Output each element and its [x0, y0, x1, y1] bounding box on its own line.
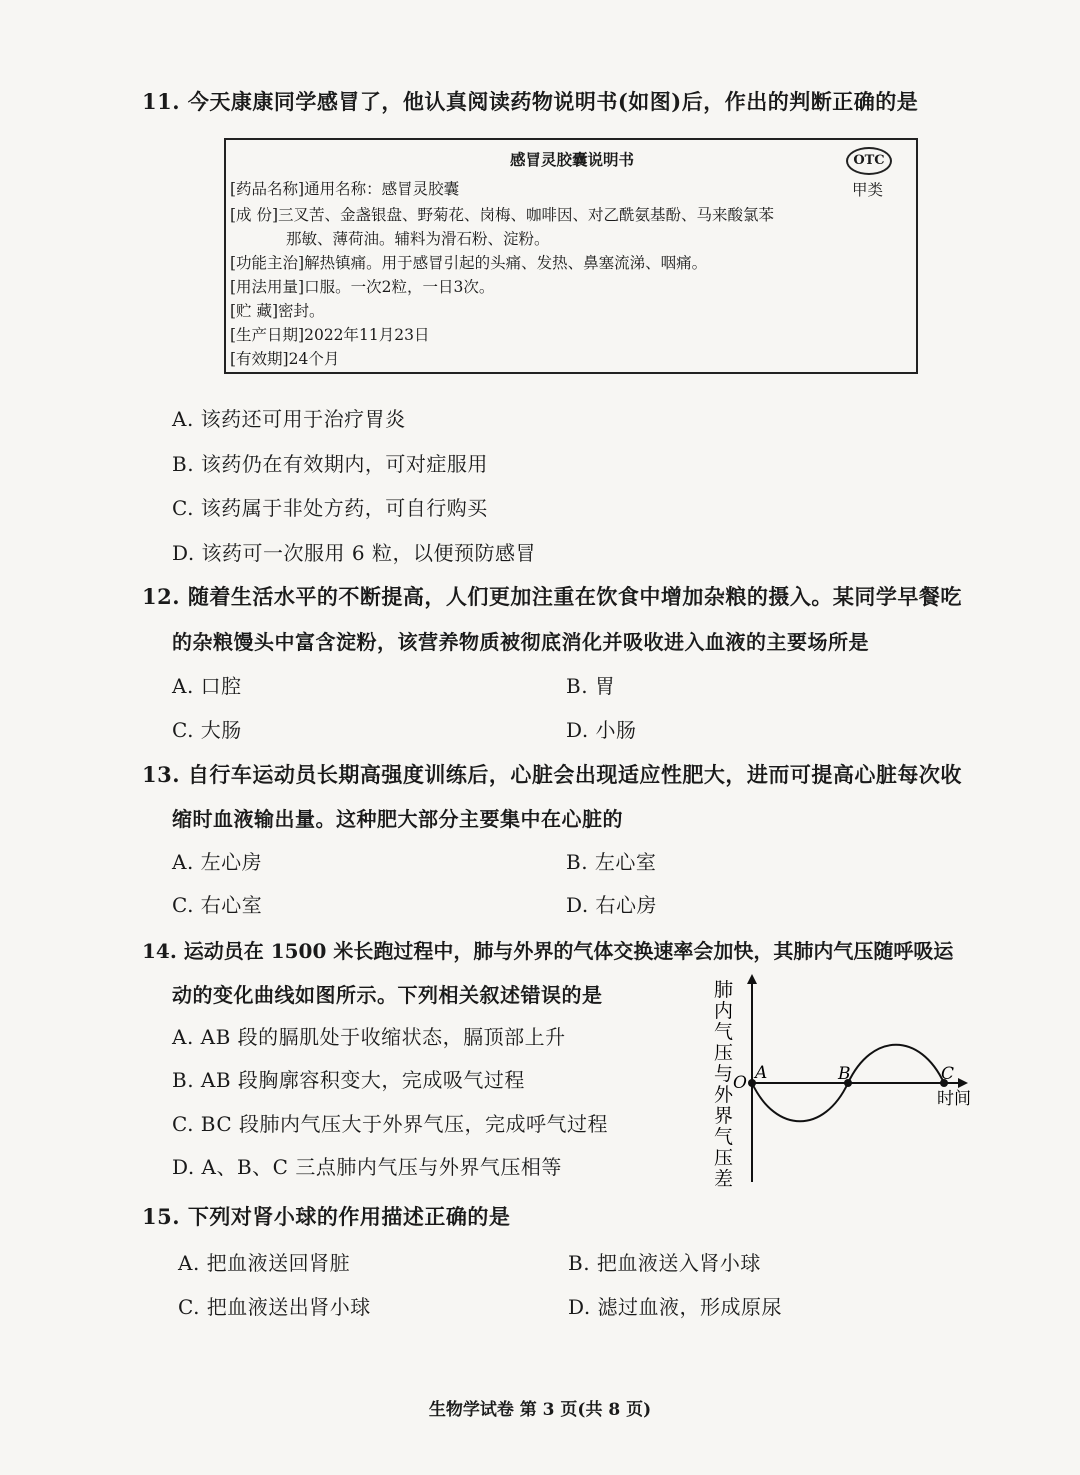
point-b-label: B [838, 1064, 851, 1084]
y-axis-char: 与 [714, 1063, 734, 1085]
q12-option-b: B. 胃 [566, 674, 616, 698]
y-axis-char: 气 [714, 1126, 734, 1148]
leaflet-storage: [贮 藏]密封。 [230, 302, 325, 320]
y-axis-char: 差 [714, 1168, 734, 1190]
q13-option-c: C. 右心室 [172, 893, 263, 917]
y-axis-label [714, 979, 734, 1190]
q12-option-a: A. 口腔 [172, 674, 242, 698]
q14-stem-line-2: 动的变化曲线如图所示。下列相关叙述错误的是 [172, 983, 603, 1007]
y-axis-arrow [747, 974, 757, 984]
q15-option-b: B. 把血液送入肾小球 [568, 1251, 761, 1275]
y-axis-char: 肺 [714, 979, 734, 1001]
q15-option-a: A. 把血液送回肾脏 [178, 1251, 351, 1275]
q15-stem: 15. 下列对肾小球的作用描述正确的是 [142, 1204, 511, 1229]
q13-stem-line-1: 13. 自行车运动员长期高强度训练后，心脏会出现适应性肥大，进而可提高心脏每次收 [142, 762, 962, 787]
q11-option-a: A. 该药还可用于治疗胃炎 [172, 407, 406, 431]
point-a-label: A [755, 1063, 768, 1083]
leaflet-date: [生产日期]2022年11月23日 [230, 326, 430, 344]
medicine-leaflet [224, 138, 918, 374]
pressure-curve-graph [700, 972, 990, 1192]
y-axis-char: 压 [714, 1147, 734, 1169]
leaflet-usage: [用法用量]口服。一次2粒，一日3次。 [230, 278, 495, 296]
leaflet-name: [药品名称]通用名称：感冒灵胶囊 [230, 180, 460, 198]
leaflet-indication: [功能主治]解热镇痛。用于感冒引起的头痛、发热、鼻塞流涕、咽痛。 [230, 254, 708, 272]
q13-option-d: D. 右心房 [566, 893, 658, 917]
leaflet-category: 甲类 [852, 181, 884, 199]
q12-option-c: C. 大肠 [172, 718, 242, 742]
q14-option-a: A. AB 段的膈肌处于收缩状态，膈顶部上升 [172, 1025, 566, 1049]
y-axis-char: 气 [714, 1021, 734, 1043]
q13-stem-line-2: 缩时血液输出量。这种肥大部分主要集中在心脏的 [172, 807, 623, 831]
y-axis-char: 外 [714, 1084, 734, 1106]
origin-label: O [733, 1073, 747, 1093]
y-axis-char: 界 [714, 1105, 734, 1127]
q12-stem-line-2: 的杂粮馒头中富含淀粉，该营养物质被彻底消化并吸收进入血液的主要场所是 [172, 630, 869, 654]
q15-option-c: C. 把血液送出肾小球 [178, 1295, 371, 1319]
q12-option-d: D. 小肠 [566, 718, 637, 742]
q12-stem-line-1: 12. 随着生活水平的不断提高，人们更加注重在饮食中增加杂粮的摄入。某同学早餐吃 [142, 584, 962, 609]
q14-stem-line-1: 14. 运动员在 1500 米长跑过程中，肺与外界的气体交换速率会加快，其肺内气压随呼吸运 [142, 939, 954, 963]
q11-option-b: B. 该药仍在有效期内，可对症服用 [172, 452, 488, 476]
point-c-label: C [941, 1064, 955, 1084]
q13-option-a: A. 左心房 [172, 850, 263, 874]
q11-option-d: D. 该药可一次服用 6 粒，以便预防感冒 [172, 541, 536, 565]
leaflet-validity: [有效期]24个月 [230, 350, 340, 368]
q15-option-d: D. 滤过血液，形成原尿 [568, 1295, 783, 1319]
leaflet-ingredients-2: 那敏、薄荷油。辅料为滑石粉、淀粉。 [286, 230, 550, 248]
q14-option-b: B. AB 段胸廓容积变大，完成吸气过程 [172, 1068, 525, 1092]
q11-stem: 11. 今天康康同学感冒了，他认真阅读药物说明书(如图)后，作出的判断正确的是 [142, 89, 919, 114]
page-footer: 生物学试卷 第 3 页(共 8 页) [428, 1400, 652, 1420]
q14-option-d: D. A、B、C 三点肺内气压与外界气压相等 [172, 1155, 562, 1179]
leaflet-title: 感冒灵胶囊说明书 [510, 150, 635, 169]
q14-option-c: C. BC 段肺内气压大于外界气压，完成呼气过程 [172, 1112, 609, 1136]
y-axis-char: 压 [714, 1042, 734, 1064]
leaflet-ingredients-1: [成 份]三叉苦、金盏银盘、野菊花、岗梅、咖啡因、对乙酰氨基酚、马来酸氯苯 [230, 206, 775, 224]
x-axis-label: 时间 [937, 1089, 971, 1109]
q13-option-b: B. 左心室 [566, 850, 657, 874]
x-axis-arrow [958, 1078, 968, 1088]
q11-option-c: C. 该药属于非处方药，可自行购买 [172, 496, 488, 520]
y-axis-char: 内 [714, 1000, 734, 1022]
otc-badge: OTC [846, 147, 892, 175]
